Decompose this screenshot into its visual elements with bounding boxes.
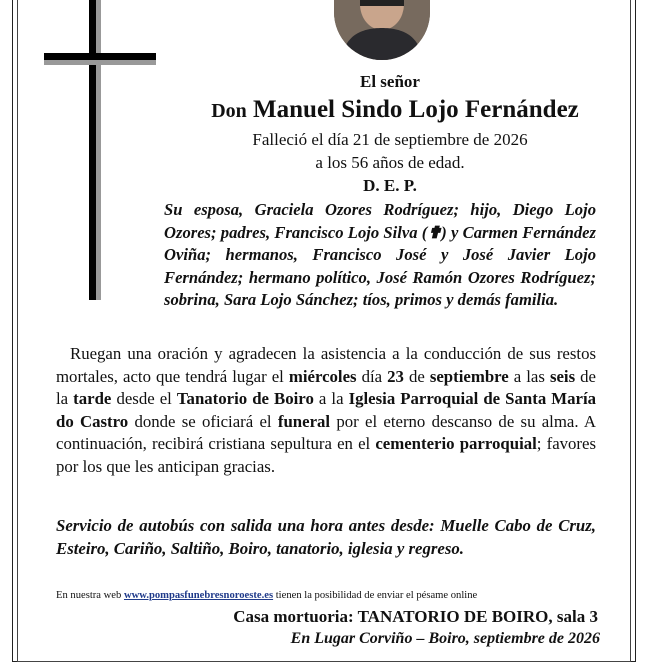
name-text: Manuel Sindo Lojo Fernández [253,96,579,123]
church: Iglesia Parroquial de Santa María do Castro [56,389,597,431]
hour: seis [549,366,576,386]
casa-mortuoria: Casa mortuoria: TANATORIO DE BOIRO, sala 3 [233,607,598,626]
rip-label: D. E. P. [363,176,417,195]
service: funeral [277,411,331,431]
family-paragraph: Su esposa, Graciela Ozores Rodríguez; hijo, Diego Lojo Ozores; padres, Francisco Lojo Silva (✟) y Carmen Fernández Oviña; hermanos, Francisco José y José Javier Lojo Fernández; hermano político, José Ramón Ozores Rodríguez; sobrina, Sara Lojo Sánchez; tíos, primos y demás familia. [164,200,596,309]
cross-icon [44,0,156,300]
ceremony-paragraph: Ruegan una oración y agradecen la asistencia a la conducción de sus restos mortales, acto que tendrá lugar el miércoles día 23 de septiembre a las seis de la tarde desde el Tanatorio de Boiro a la Iglesia Parroquial de Santa María do Castro donde se oficiará el funeral por el eterno descanso de su alma. A continuación, recibirá cristiana sepultura en el cementerio parroquial; favores por los que les anticipan gracias. [56,344,597,476]
deceased-name [160,96,630,124]
place-date: En Lugar Corviño – Boiro, septiembre de 2026 [290,630,600,647]
bus-service: Servicio de autobús con salida una hora antes desde: Muelle Cabo de Cruz, Esteiro, Cariño, Saltiño, Boiro, tanatorio, iglesia y regreso. [56,516,596,558]
header-title: El señor [360,72,420,91]
period: tarde [73,389,112,409]
day: miércoles [288,366,357,386]
date: 23 [387,366,404,386]
death-date: Falleció el día 21 de septiembre de 2026 [252,130,528,149]
month: septiembre [429,366,509,386]
age-line: a los 56 años de edad. [315,153,465,172]
cemetery: cementerio parroquial [375,434,537,454]
name-prefix: Don [211,100,247,122]
web-note: En nuestra web www.pompasfunebresnoroeste.es tienen la posibilidad de enviar el pésame online [56,590,478,601]
website-link[interactable]: www.pompasfunebresnoroeste.es [123,590,274,601]
origin: Tanatorio de Boiro [176,389,314,409]
